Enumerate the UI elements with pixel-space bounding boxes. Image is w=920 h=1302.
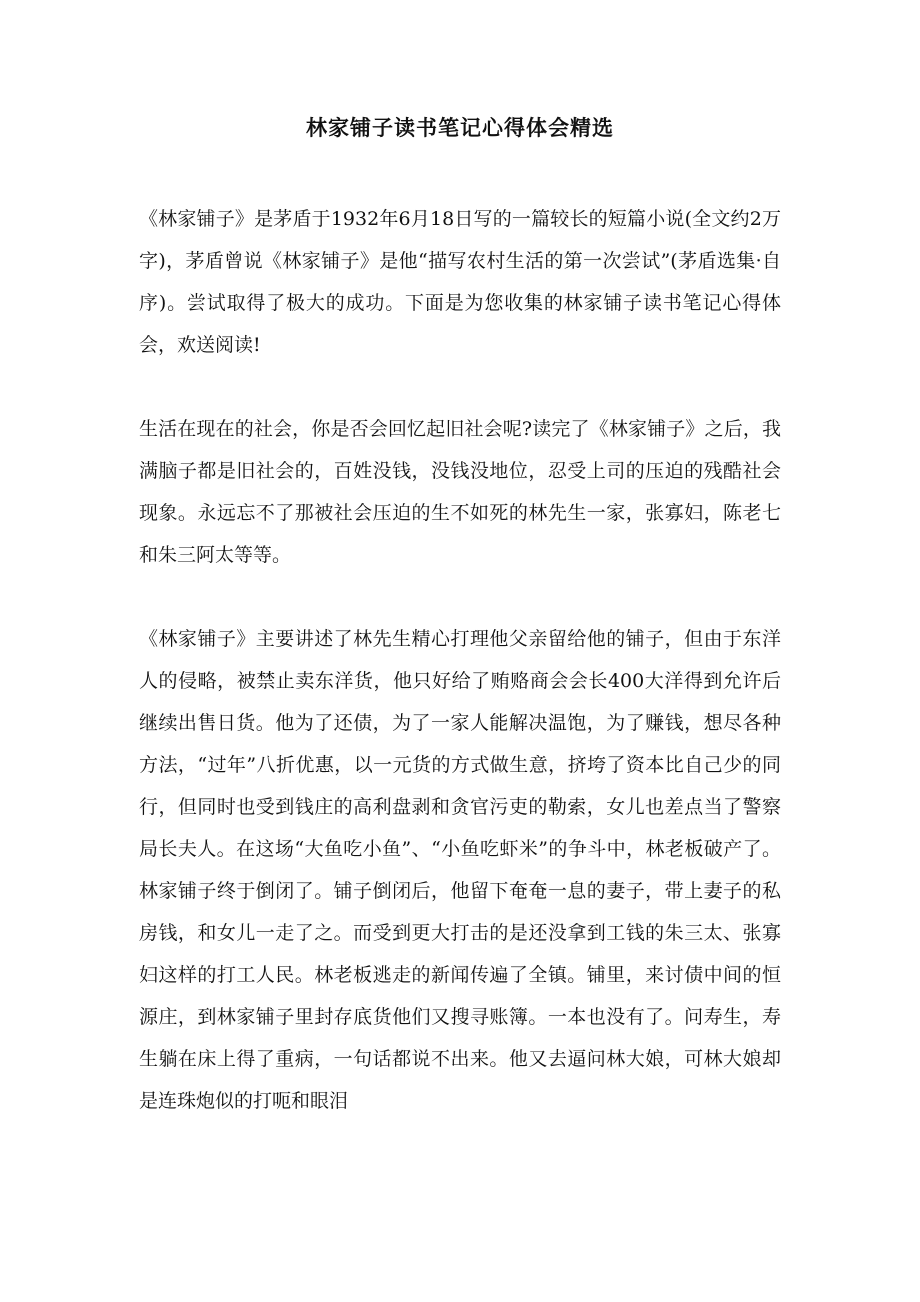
paragraph-summary: 《林家铺子》主要讲述了林先生精心打理他父亲留给他的铺子，但由于东洋人的侵略，被禁止卖东洋货，他只好给了贿赂商会会长400大洋得到允许后继续出售日货。他为了还债，为了一家人能解决温饱，为了赚钱，想尽各种方法，“过年”八折优惠，以一元货的方式做生意，挤垮了资本比自己少的同行，但同时也受到钱庄的高利盘剥和贪官污吏的勒索，女儿也差点当了警察局长夫人。在这场“大鱼吃小鱼”、“小鱼吃虾米”的争斗中，林老板破产了。林家铺子终于倒闭了。铺子倒闭后，他留下奄奄一息的妻子，带上妻子的私房钱，和女儿一走了之。而受到更大打击的是还没拿到工钱的朱三太、张寡妇这样的打工人民。林老板逃走的新闻传遍了全镇。铺里，来讨债中间的恒源庄，到林家铺子里封存底货他们又搜寻账簿。一本也没有了。问寿生，寿生躺在床上得了重病，一句话都说不出来。他又去逼问林大娘，可林大娘却是连珠炮似的打呃和眼泪 (139, 628, 781, 1112)
paragraph-intro: 《林家铺子》是茅盾于1932年6月18日写的一篇较长的短篇小说(全文约2万字)，茅盾曾说《林家铺子》是他“描写农村生活的第一次尝试”(茅盾选集·自序)。尝试取得了极大的成功。下面是为您收集的林家铺子读书笔记心得体会，欢送阅读! (139, 208, 781, 356)
paragraph-reflection: 生活在现在的社会，你是否会回忆起旧社会呢?读完了《林家铺子》之后，我满脑子都是旧社会的，百姓没钱，没钱没地位，忍受上司的压迫的残酷社会现象。永远忘不了那被社会压迫的生不如死的林先生一家，张寡妇，陈老七和朱三阿太等等。 (139, 418, 781, 566)
document-body (139, 198, 781, 1164)
document-title: 林家铺子读书笔记心得体会精选 (306, 115, 614, 140)
